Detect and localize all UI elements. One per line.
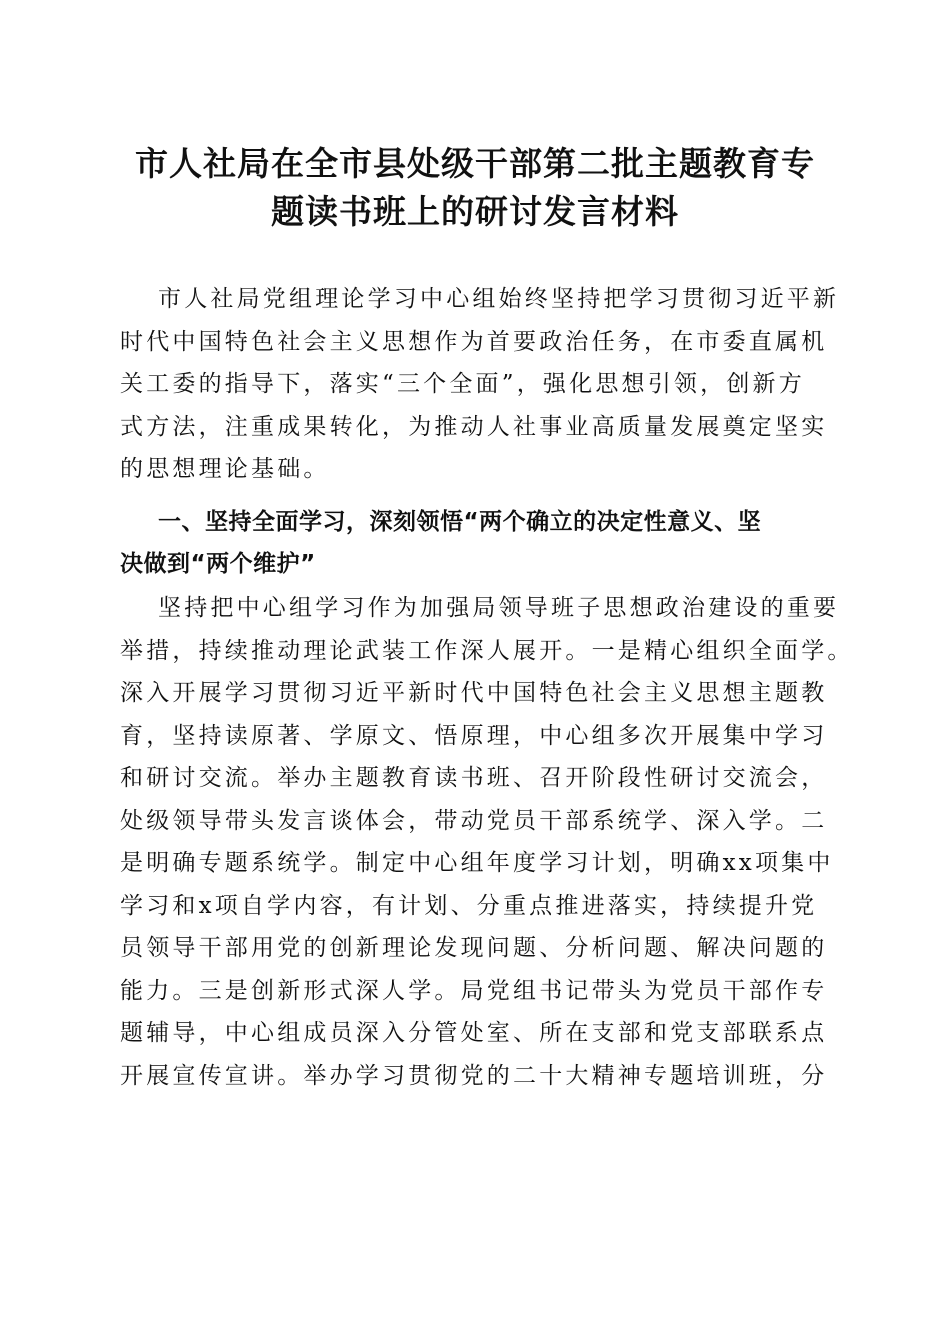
document-title [110, 140, 840, 236]
text-line: 深入开展学习贯彻习近平新时代中国特色社会主义思想主题教 [120, 680, 828, 706]
text-line: 题辅导，中心组成员深入分管处室、所在支部和党支部联系点 [120, 1020, 828, 1046]
section-paragraph [120, 587, 854, 1097]
text-line: 时代中国特色社会主义思想作为首要政治任务，在市委直属机 [120, 328, 828, 355]
text-line: 和研讨交流。举办主题教育读书班、召开阶段性研讨交流会， [120, 765, 828, 791]
text-line: 学习和x项自学内容，有计划、分重点推进落实，持续提升党 [120, 892, 818, 919]
text-line: 的思想理论基础。 [120, 456, 330, 482]
intro-paragraph [120, 278, 840, 491]
title-line: 市人社局在全市县处级干部第二批主题教育专 [135, 144, 815, 183]
section-heading [120, 501, 835, 585]
text-line: 是明确专题系统学。制定中心组年度学习计划，明确xx项集中 [120, 850, 834, 876]
text-line: 市人社局党组理论学习中心组始终坚持把学习贯彻习近平新 [158, 286, 840, 312]
text-line: 处级领导带头发言谈体会，带动党员干部系统学、深入学。二 [120, 807, 828, 834]
text-line: 育，坚持读原著、学原文、悟原理，中心组多次开展集中学习 [120, 722, 828, 749]
title-line: 题读书班上的研讨发言材料 [271, 192, 679, 231]
text-line: 能力。三是创新形式深人学。局党组书记带头为党员干部作专 [120, 977, 828, 1004]
heading-line: 一、坚持全面学习，深刻领悟“两个确立的决定性意义、坚 [158, 509, 762, 535]
text-line: 员领导干部用党的创新理论发现问题、分析问题、解决问题的 [120, 935, 828, 961]
text-line: 开展宣传宣讲。举办学习贯彻党的二十大精神专题培训班，分 [120, 1062, 828, 1089]
text-line: 坚持把中心组学习作为加强局领导班子思想政治建设的重要 [158, 595, 840, 621]
heading-line: 决做到“两个维护” [120, 551, 316, 577]
text-line: 关工委的指导下，落实“三个全面”，强化思想引领，创新方 [120, 371, 805, 397]
text-line: 式方法，注重成果转化，为推动人社事业高质量发展奠定坚实 [120, 413, 828, 440]
text-line: 举措，持续推动理论武装工作深人展开。一是精心组织全面学。 [120, 637, 854, 664]
